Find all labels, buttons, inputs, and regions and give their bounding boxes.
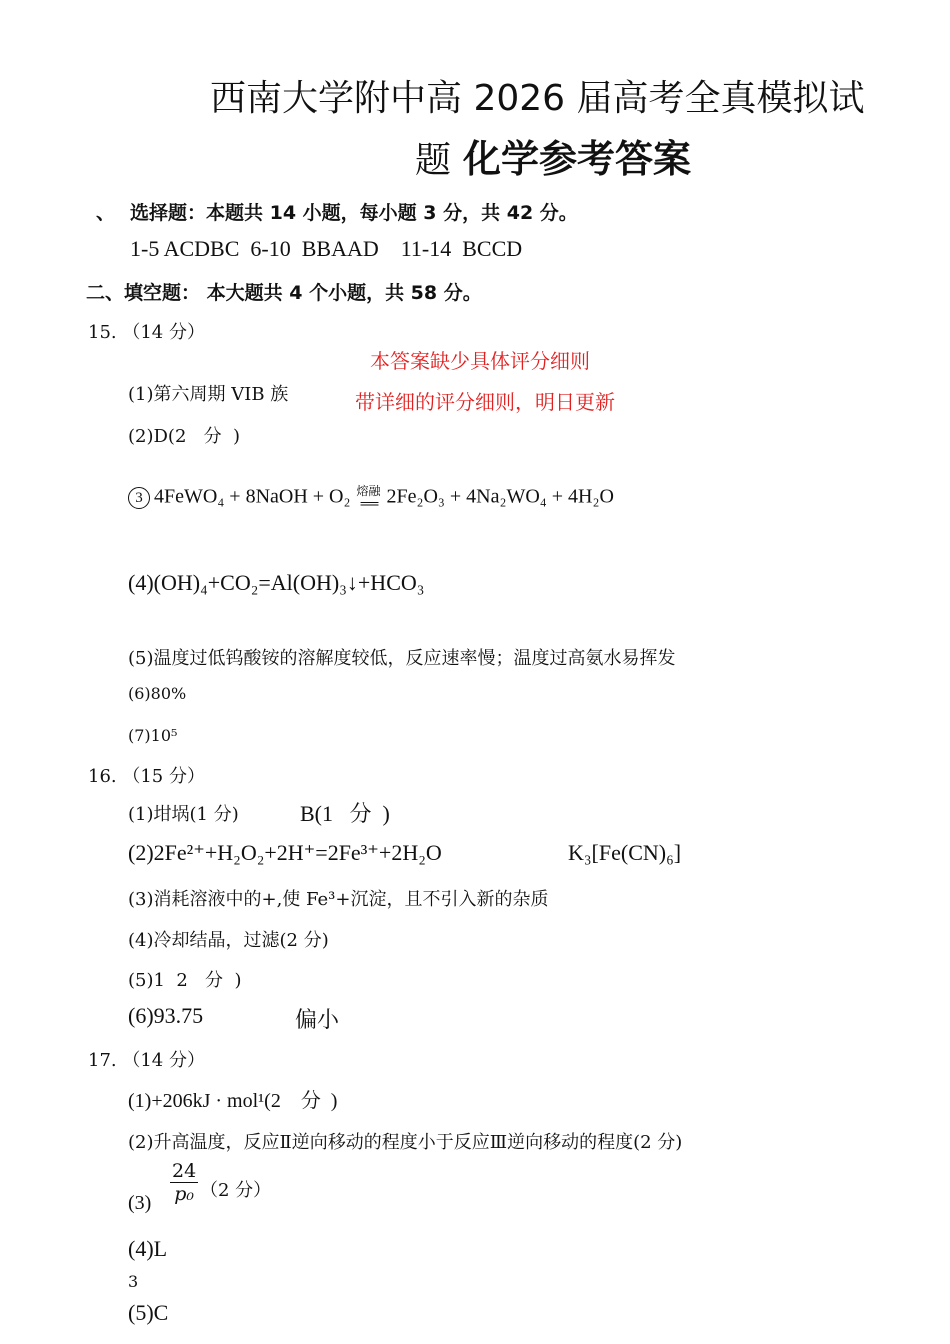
q15-header: 15. （14 分） bbox=[88, 322, 205, 343]
q16-answer1a: (1)坩埚(1 分) bbox=[128, 804, 239, 825]
q16-answer6b: 偏小 bbox=[295, 1007, 340, 1032]
section1-marker: 、 bbox=[96, 202, 116, 224]
q16-header: 16. （15 分） bbox=[88, 766, 205, 787]
q15-answer1: (1)第六周期 VIB 族 bbox=[128, 384, 289, 405]
fraction-denominator: p₀ bbox=[174, 1183, 194, 1205]
document-title-line2 bbox=[415, 128, 691, 183]
circled-number: 3 bbox=[128, 487, 150, 509]
q17-answer5: (5)C bbox=[128, 1300, 169, 1325]
fraction bbox=[170, 1160, 198, 1205]
fraction-numerator: 24 bbox=[172, 1160, 197, 1182]
section1-heading: 选择题：本题共 14 小题，每小题 3 分，共 42 分。 bbox=[130, 202, 578, 224]
equals-sign-icon: ══ bbox=[360, 497, 377, 512]
section2-heading: 二、填空题： 本大题共 4 个小题，共 58 分。 bbox=[86, 282, 482, 304]
q17-answer3-fraction bbox=[170, 1160, 198, 1205]
q16-answer6a: (6)93.75 bbox=[128, 1003, 204, 1028]
notice-line1: 本答案缺少具体评分细则 bbox=[370, 349, 590, 373]
reaction-condition bbox=[356, 484, 380, 512]
q15-answer4: (4)(OH)₄+CO₂=Al(OH)₃↓+HCO₃ bbox=[128, 570, 425, 595]
q17-answer4-sub: 3 bbox=[128, 1272, 139, 1291]
title-line2-bold: 化学参考答案 bbox=[463, 137, 692, 181]
equation-reactants: 4FeWO₄ + 8NaOH + O₂ bbox=[154, 485, 351, 508]
q17-answer3-label: (3) bbox=[128, 1192, 152, 1214]
q16-answer3: (3)消耗溶液中的+,使 Fe³+沉淀，且不引入新的杂质 bbox=[128, 889, 549, 910]
q15-answer2: (2)D(2 分 ) bbox=[128, 426, 241, 447]
condition-text: 熔融 bbox=[356, 484, 381, 498]
q16-answer4: (4)冷却结晶，过滤(2 分) bbox=[128, 930, 329, 951]
q17-answer3-score: （2 分） bbox=[200, 1180, 272, 1201]
q16-answer2a: (2)2Fe²⁺+H₂O₂+2H⁺=2Fe³⁺+2H₂O bbox=[128, 840, 442, 865]
q15-answer5: (5)温度过低钨酸铵的溶解度较低，反应速率慢；温度过高氨水易挥发 bbox=[128, 648, 676, 669]
q17-answer4: (4)L bbox=[128, 1236, 168, 1261]
q15-answer3-equation bbox=[128, 484, 614, 512]
notice-line2: 带详细的评分细则，明日更新 bbox=[355, 390, 615, 414]
title-line2-prefix: 题 bbox=[415, 140, 452, 181]
equation-products: 2Fe₂O₃ + 4Na₂WO₄ + 4H₂O bbox=[386, 485, 614, 508]
q17-answer1: (1)+206kJ · mol¹(2 分 ) bbox=[128, 1090, 338, 1112]
q15-answer7: (7)10⁵ bbox=[128, 726, 178, 745]
section1-answers: 1-5 ACDBC 6-10 BBAAD 11-14 BCCD bbox=[130, 236, 523, 261]
q16-answer5: (5)1 2 分 ) bbox=[128, 970, 242, 991]
q16-answer2b: K₃[Fe(CN)₆] bbox=[568, 840, 682, 865]
q15-answer6: (6)80% bbox=[128, 684, 187, 703]
document-title-line1: 西南大学附中高 2026 届高考全真模拟试 bbox=[210, 78, 865, 119]
q16-answer1b: B(1 分 ) bbox=[300, 801, 390, 826]
q17-answer2: (2)升高温度，反应Ⅱ逆向移动的程度小于反应Ⅲ逆向移动的程度(2 分) bbox=[128, 1132, 683, 1153]
q17-header: 17. （14 分） bbox=[88, 1050, 205, 1071]
